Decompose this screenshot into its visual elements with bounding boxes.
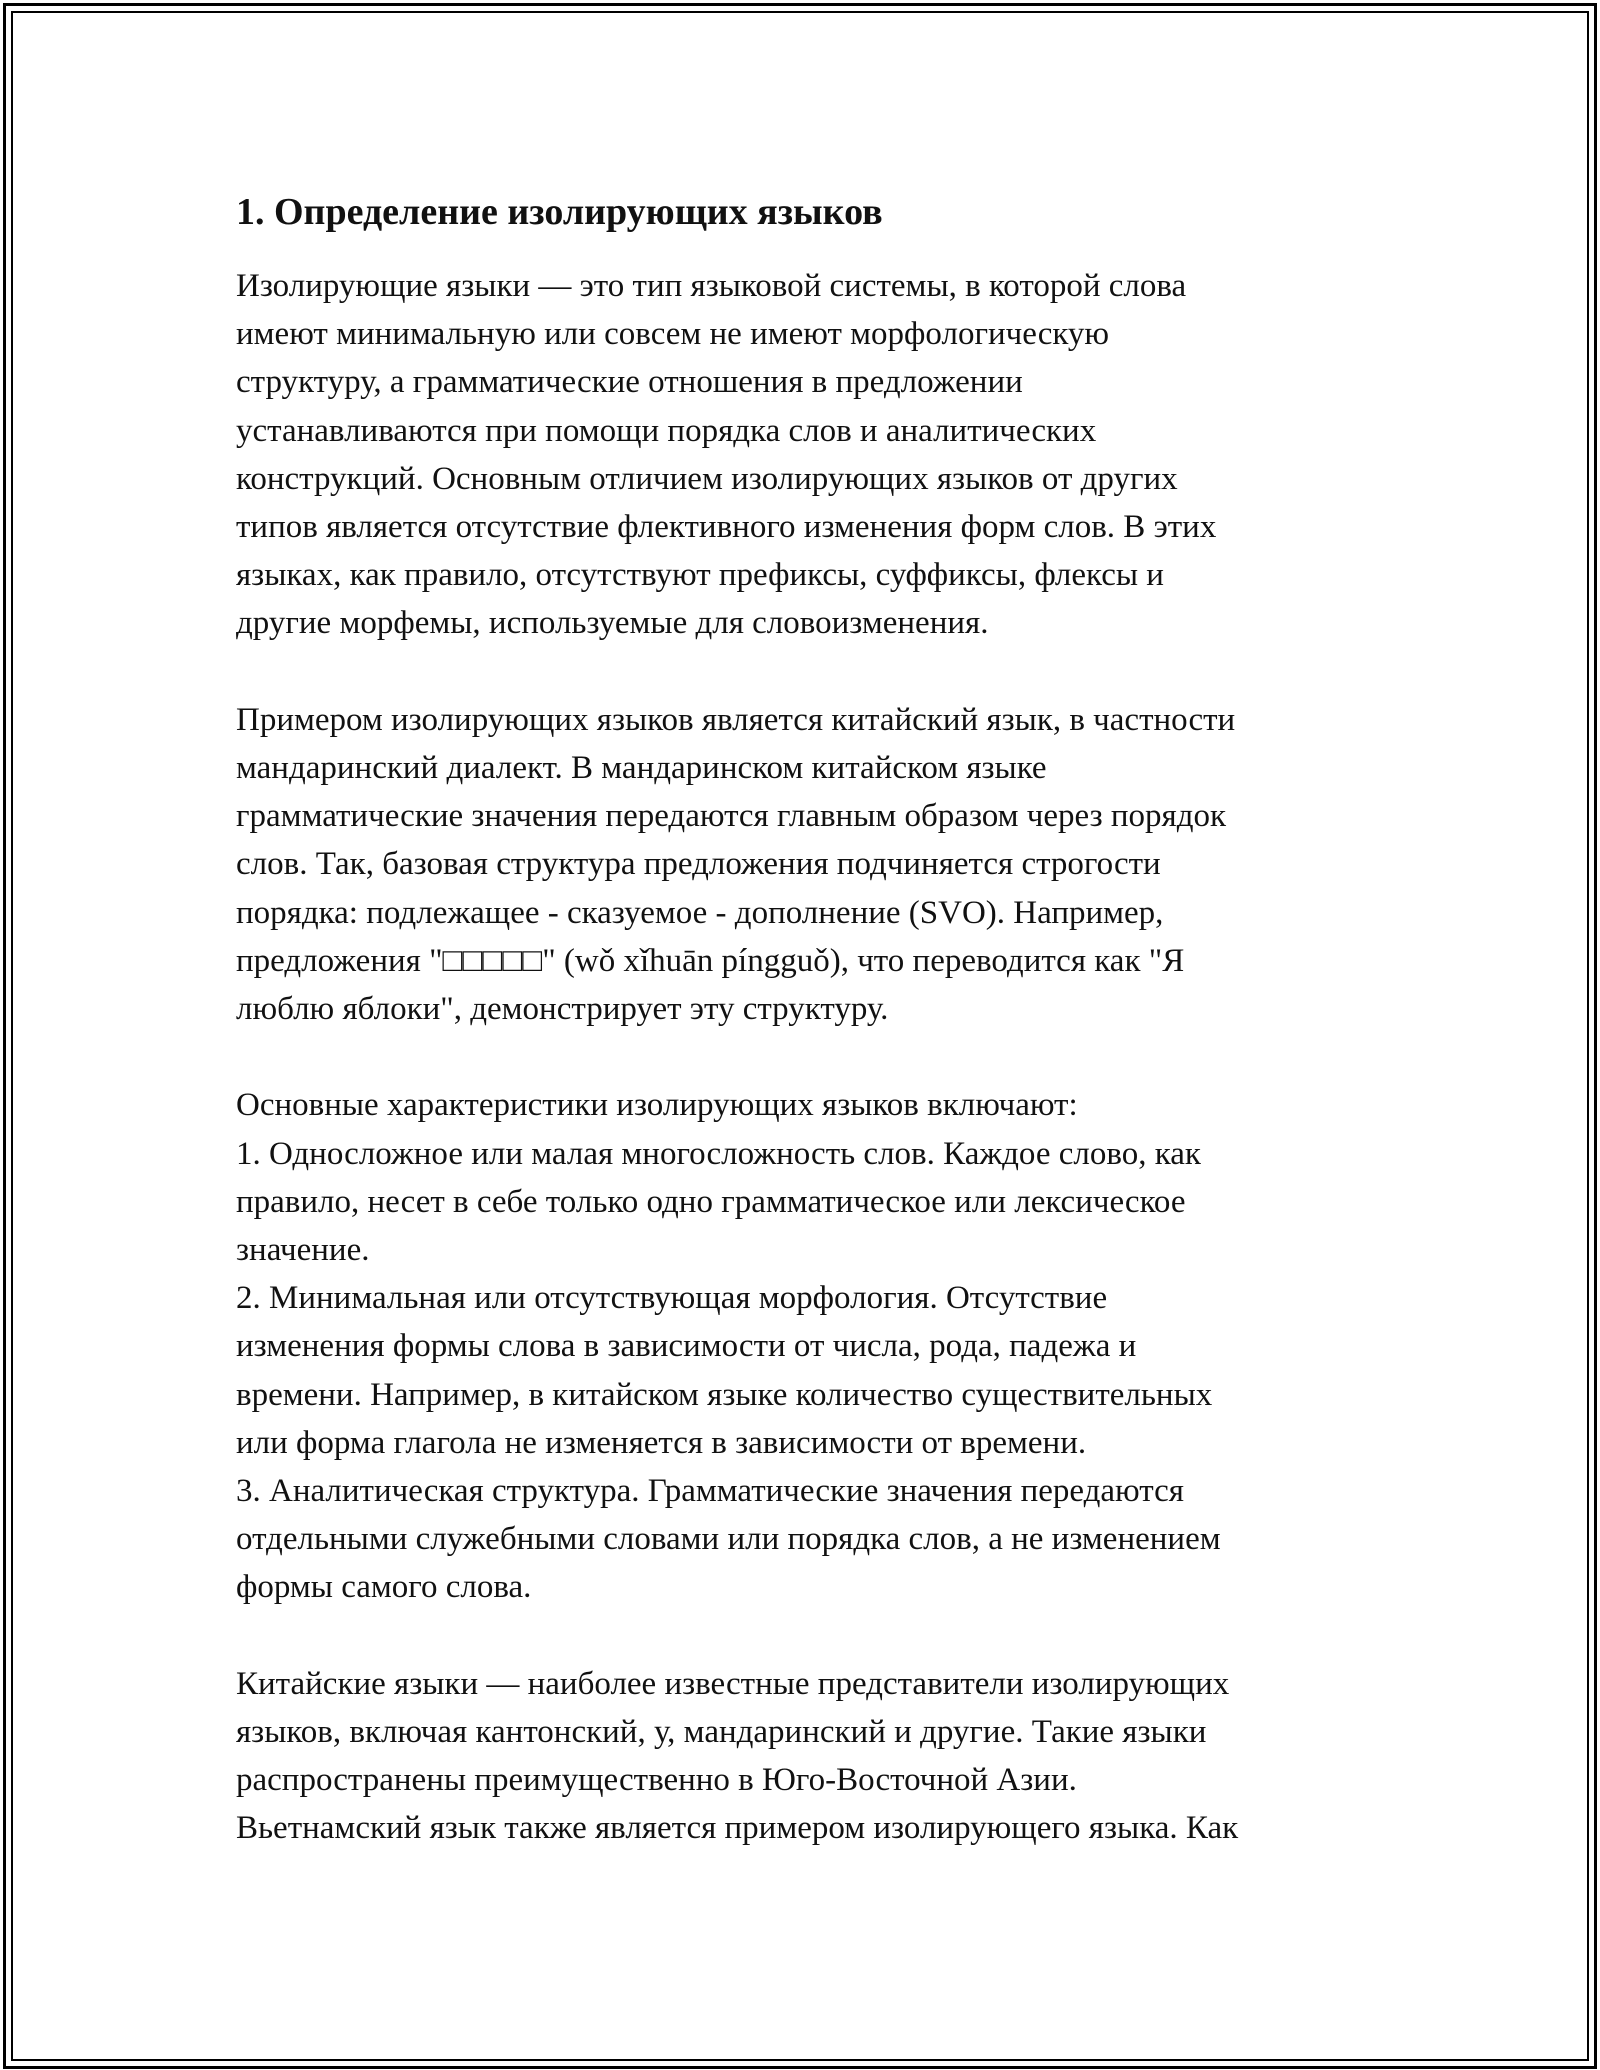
text-line: слов. Так, базовая структура предложения подчиняется строгости <box>236 846 1161 883</box>
text-line: грамматические значения передаются главным образом через порядок <box>236 798 1227 835</box>
text-line: устанавливаются при помощи порядка слов и аналитических <box>236 412 1097 449</box>
text-line: имеют минимальную или совсем не имеют морфологическую <box>236 316 1110 353</box>
text-line: типов является отсутствие флективного изменения форм слов. В этих <box>236 509 1217 546</box>
text-line: Вьетнамский язык также является примером изолирующего языка. Как <box>236 1810 1239 1847</box>
paragraph-characteristics <box>236 1081 1366 1611</box>
list-intro: Основные характеристики изолирующих языков включают: <box>236 1087 1078 1124</box>
text-line: языках, как правило, отсутствуют префиксы, суффиксы, флексы и <box>236 557 1164 594</box>
list-item-line: правило, несет в себе только одно грамматическое или лексическое <box>236 1183 1186 1220</box>
list-item-line: отдельными служебными словами или порядка слов, а не изменением <box>236 1521 1221 1558</box>
text-line: распространены преимущественно в Юго-Восточной Азии. <box>236 1762 1077 1799</box>
list-item-line: или форма глагола не изменяется в зависимости от времени. <box>236 1424 1087 1461</box>
list-item-line: изменения формы слова в зависимости от числа, рода, падежа и <box>236 1328 1137 1365</box>
section-heading: 1. Определение изолирующих языков <box>236 191 883 233</box>
text-line: люблю яблоки", демонстрирует эту структуру. <box>236 991 889 1028</box>
text-line: Китайские языки — наиболее известные представители изолирующих <box>236 1665 1230 1702</box>
text-line: языков, включая кантонский, у, мандаринский и другие. Такие языки <box>236 1714 1207 1751</box>
list-item-line: 1. Односложное или малая многосложность слов. Каждое слово, как <box>236 1135 1201 1172</box>
list-item-line: значение. <box>236 1232 370 1269</box>
text-line: порядка: подлежащее - сказуемое - дополнение (SVO). Например, <box>236 894 1164 931</box>
list-item-line: 2. Минимальная или отсутствующая морфология. Отсутствие <box>236 1280 1108 1317</box>
paragraph-example <box>236 696 1366 1033</box>
text-line: предложения "□□□□□" (wǒ xǐhuān píngguǒ), что переводится как "Я <box>236 942 1185 979</box>
list-item-line: формы самого слова. <box>236 1569 532 1606</box>
text-line: структуру, а грамматические отношения в предложении <box>236 364 1023 401</box>
document-body <box>236 186 1366 1901</box>
text-line: мандаринский диалект. В мандаринском китайском языке <box>236 750 1047 787</box>
text-line: конструкций. Основным отличием изолирующих языков от других <box>236 460 1178 497</box>
text-line: другие морфемы, используемые для словоизменения. <box>236 605 989 642</box>
text-line: Примером изолирующих языков является китайский язык, в частности <box>236 701 1236 738</box>
text-line: Изолирующие языки — это тип языковой системы, в которой слова <box>236 268 1187 304</box>
paragraph-representatives <box>236 1660 1366 1853</box>
list-item-line: 3. Аналитическая структура. Грамматические значения передаются <box>236 1473 1184 1510</box>
paragraph-definition <box>236 262 1366 648</box>
list-item-line: времени. Например, в китайском языке количество существительных <box>236 1376 1213 1413</box>
